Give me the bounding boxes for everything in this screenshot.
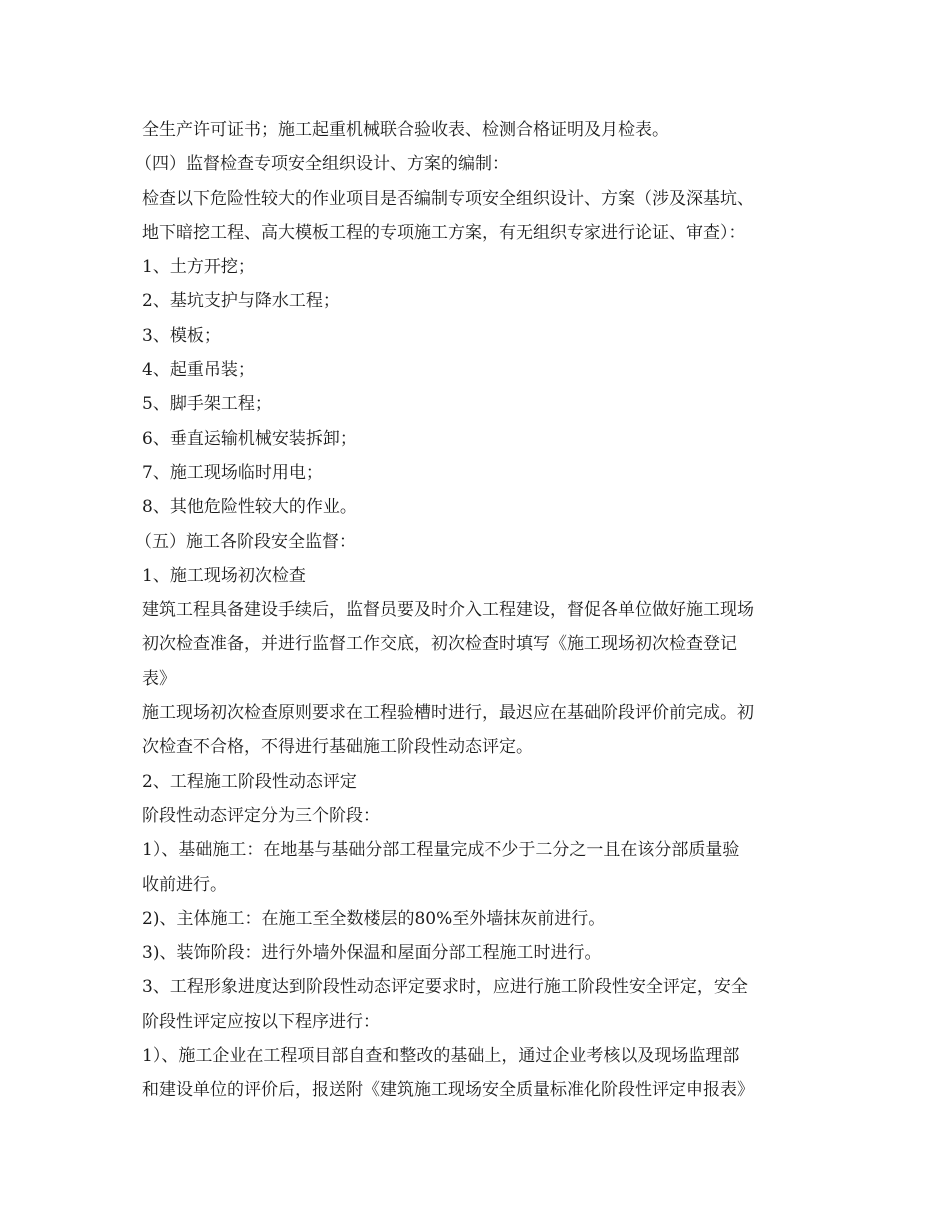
text-line: 建筑工程具备建设手续后，监督员要及时介入工程建设，督促各单位做好施工现场 bbox=[142, 600, 754, 621]
text-line: 和建设单位的评价后，报送附《建筑施工现场安全质量标准化阶段性评定申报表》 bbox=[142, 1080, 754, 1101]
text-line: 次检查不合格，不得进行基础施工阶段性动态评定。 bbox=[142, 737, 533, 758]
list-item: 4、起重吊装； bbox=[142, 360, 255, 381]
list-item: 6、垂直运输机械安装拆卸； bbox=[142, 428, 357, 449]
text-line: 施工现场初次检查原则要求在工程验槽时进行，最迟应在基础阶段评价前完成。初 bbox=[142, 703, 754, 724]
text-line: 阶段性动态评定分为三个阶段： bbox=[142, 805, 380, 826]
list-item: 8、其他危险性较大的作业。 bbox=[142, 497, 357, 518]
list-item: 1）、施工企业在工程项目部自查和整改的基础上，通过企业考核以及现场监理部 bbox=[142, 1046, 740, 1067]
section-heading: （四）监督检查专项安全组织设计、方案的编制： bbox=[135, 154, 509, 175]
list-item: 3、模板； bbox=[142, 325, 221, 346]
text-line: 检查以下危险性较大的作业项目是否编制专项安全组织设计、方案（涉及深基坑、 bbox=[142, 188, 754, 209]
list-item: 5、脚手架工程； bbox=[142, 394, 272, 415]
list-item: 3)、装饰阶段：进行外墙外保温和屋面分部工程施工时进行。 bbox=[142, 943, 602, 964]
list-item: 1）、基础施工：在地基与基础分部工程量完成不少于二分之一且在该分部质量验 bbox=[142, 840, 740, 861]
list-item: 2)、主体施工：在施工至全数楼层的80%至外墙抹灰前进行。 bbox=[142, 908, 606, 929]
text-line: 初次检查准备，并进行监督工作交底，初次检查时填写《施工现场初次检查登记 bbox=[142, 634, 737, 655]
text-line: 表》 bbox=[142, 668, 176, 689]
document-body bbox=[135, 113, 812, 1108]
text-line: 地下暗挖工程、高大模板工程的专项施工方案，有无组织专家进行论证、审查）： bbox=[142, 222, 746, 243]
subsection-heading: 3、工程形象进度达到阶段性动态评定要求时，应进行施工阶段性安全评定，安全 bbox=[142, 977, 748, 998]
subsection-heading: 1、施工现场初次检查 bbox=[142, 565, 306, 586]
list-item: 2、基坑支护与降水工程； bbox=[142, 291, 340, 312]
section-heading: （五）施工各阶段安全监督： bbox=[135, 531, 356, 552]
subsection-heading: 2、工程施工阶段性动态评定 bbox=[142, 771, 357, 792]
text-line: 收前进行。 bbox=[142, 874, 227, 895]
list-item: 7、施工现场临时用电； bbox=[142, 462, 323, 483]
text-line: 全生产许可证书；施工起重机械联合验收表、检测合格证明及月检表。 bbox=[142, 120, 669, 140]
text-line: 阶段性评定应按以下程序进行： bbox=[142, 1011, 380, 1032]
list-item: 1、土方开挖； bbox=[142, 257, 255, 278]
